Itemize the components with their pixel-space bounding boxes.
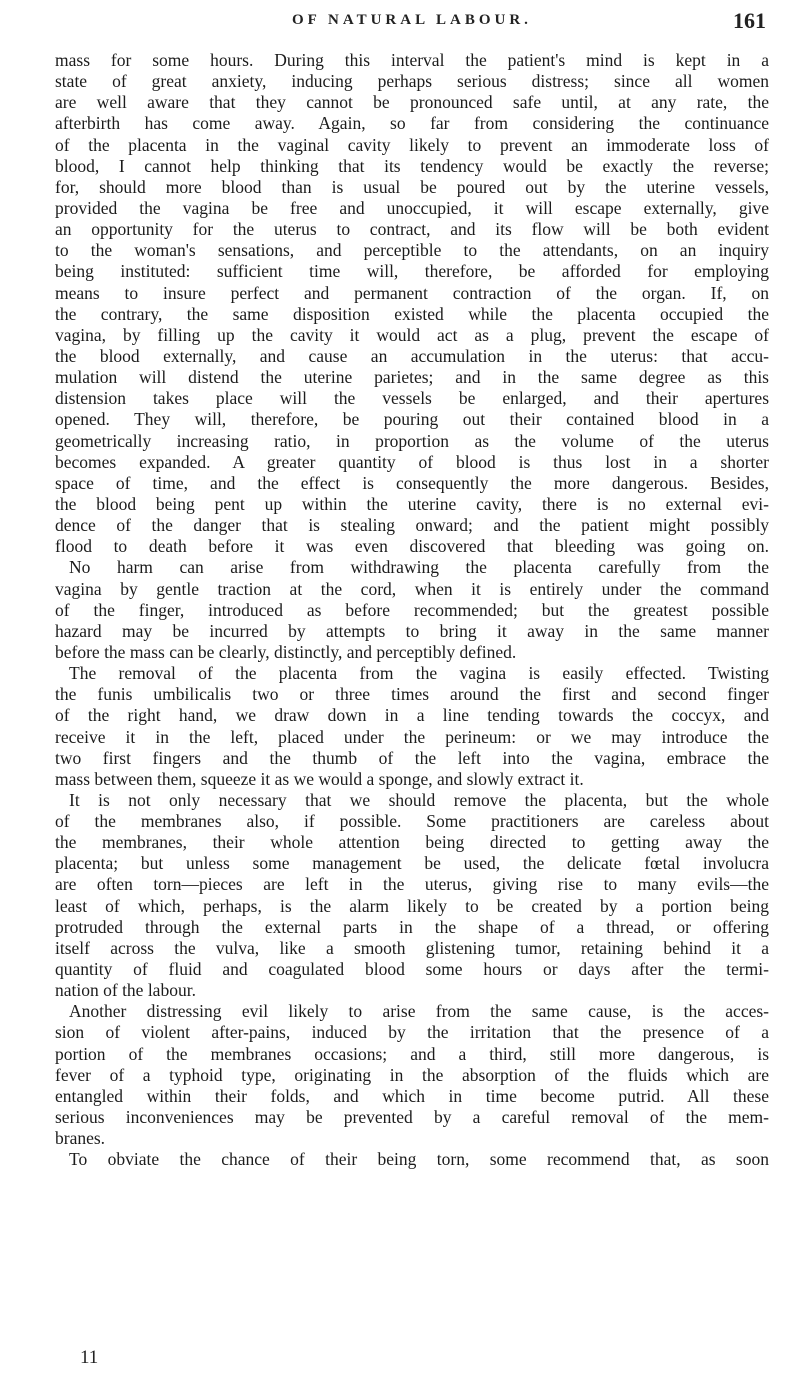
text-line: to the woman's sensations, and perceptible to the attendants, on an inquiry [55,240,769,261]
text-line: serious inconveniences may be prevented by a careful removal of the mem- [55,1107,769,1128]
text-line: It is not only necessary that we should remove the placenta, but the whole [69,789,769,810]
body-text [55,50,769,1170]
text-line: the blood externally, and cause an accumulation in the uterus: that accu- [55,345,769,366]
text-line: two first fingers and the thumb of the left into the vagina, embrace the [55,747,769,768]
text-line: the blood being pent up within the uterine cavity, there is no external evi- [55,493,769,514]
text-line: for, should more blood than is usual be poured out by the uterine vessels, [55,176,769,197]
text-line: afterbirth has come away. Again, so far from considering the continuance [55,113,769,134]
text-line: mass between them, squeeze it as we would a sponge, and slowly extract it. [55,768,584,789]
text-line: No harm can arise from withdrawing the placenta carefully from the [69,557,769,578]
text-line: are well aware that they cannot be pronounced safe until, at any rate, the [55,92,769,113]
text-line: vagina, by filling up the cavity it would act as a plug, prevent the escape of [55,324,769,345]
text-line: fever of a typhoid type, originating in the absorption of the fluids which are [55,1064,769,1085]
text-line: the contrary, the same disposition existed while the placenta occupied the [55,303,769,324]
text-line: means to insure perfect and permanent contraction of the organ. If, on [55,282,769,303]
text-line: nation of the labour. [55,980,196,1001]
text-line: entangled within their folds, and which in time become putrid. All these [55,1085,769,1106]
page-number: 161 [733,8,766,33]
text-line: vagina by gentle traction at the cord, when it is entirely under the command [55,578,769,599]
text-line: becomes expanded. A greater quantity of blood is thus lost in a shorter [55,451,769,472]
text-line: hazard may be incurred by attempts to bring it away in the same manner [55,620,769,641]
text-line: branes. [55,1128,106,1149]
text-line: receive it in the left, placed under the perineum: or we may introduce the [55,726,769,747]
text-line: of the placenta in the vaginal cavity likely to prevent an immoderate loss of [55,134,769,155]
text-line: of the right hand, we draw down in a line tending towards the coccyx, and [55,705,769,726]
text-line: mulation will distend the uterine parietes; and in the same degree as this [55,367,769,388]
text-line: mass for some hours. During this interval the patient's mind is kept in a [55,50,769,70]
text-line: To obviate the chance of their being torn, some recommend that, as soon [69,1149,769,1170]
signature-mark: 11 [80,1347,99,1368]
text-line: distension takes place will the vessels be enlarged, and their apertures [55,388,769,409]
text-line: of the finger, introduced as before recommended; but the greatest possible [55,599,769,620]
running-head [0,8,800,38]
text-line: sion of violent after-pains, induced by the irritation that the presence of a [55,1022,769,1043]
text-line: the funis umbilicalis two or three times around the first and second finger [55,684,769,705]
text-line: protruded through the external parts in the shape of a thread, or offering [55,916,769,937]
text-line: quantity of fluid and coagulated blood some hours or days after the termi- [55,959,769,980]
text-line: Another distressing evil likely to arise from the same cause, is the acces- [69,1001,769,1022]
text-line: state of great anxiety, inducing perhaps serious distress; since all women [55,71,769,92]
text-line: geometrically increasing ratio, in proportion as the volume of the uterus [55,430,769,451]
text-line: of the membranes also, if possible. Some practitioners are careless about [55,811,769,832]
text-line: are often torn—pieces are left in the uterus, giving rise to many evils—the [55,874,769,895]
text-line: the membranes, their whole attention being directed to getting away the [55,832,769,853]
text-line: least of which, perhaps, is the alarm likely to be created by a portion being [55,895,769,916]
text-line: flood to death before it was even discovered that bleeding was going on. [55,536,769,557]
text-line: being instituted: sufficient time will, therefore, be afforded for employing [55,261,769,282]
text-line: The removal of the placenta from the vagina is easily effected. Twisting [69,663,769,684]
text-line: an opportunity for the uterus to contract, and its flow will be both evident [55,219,769,240]
running-title: OF NATURAL LABOUR. [292,12,532,28]
text-line: portion of the membranes occasions; and a third, still more dangerous, is [55,1043,769,1064]
text-line: before the mass can be clearly, distinctly, and perceptibly defined. [55,641,517,662]
text-line: itself across the vulva, like a smooth glistening tumor, retaining behind it a [55,937,769,958]
text-line: blood, I cannot help thinking that its tendency would be exactly the reverse; [55,155,769,176]
text-line: opened. They will, therefore, be pouring out their contained blood in a [55,409,769,430]
text-line: provided the vagina be free and unoccupied, it will escape externally, give [55,197,769,218]
text-line: space of time, and the effect is consequently the more dangerous. Besides, [55,472,769,493]
text-line: placenta; but unless some management be used, the delicate fœtal involucra [55,853,769,874]
text-line: dence of the danger that is stealing onward; and the patient might possibly [55,515,769,536]
